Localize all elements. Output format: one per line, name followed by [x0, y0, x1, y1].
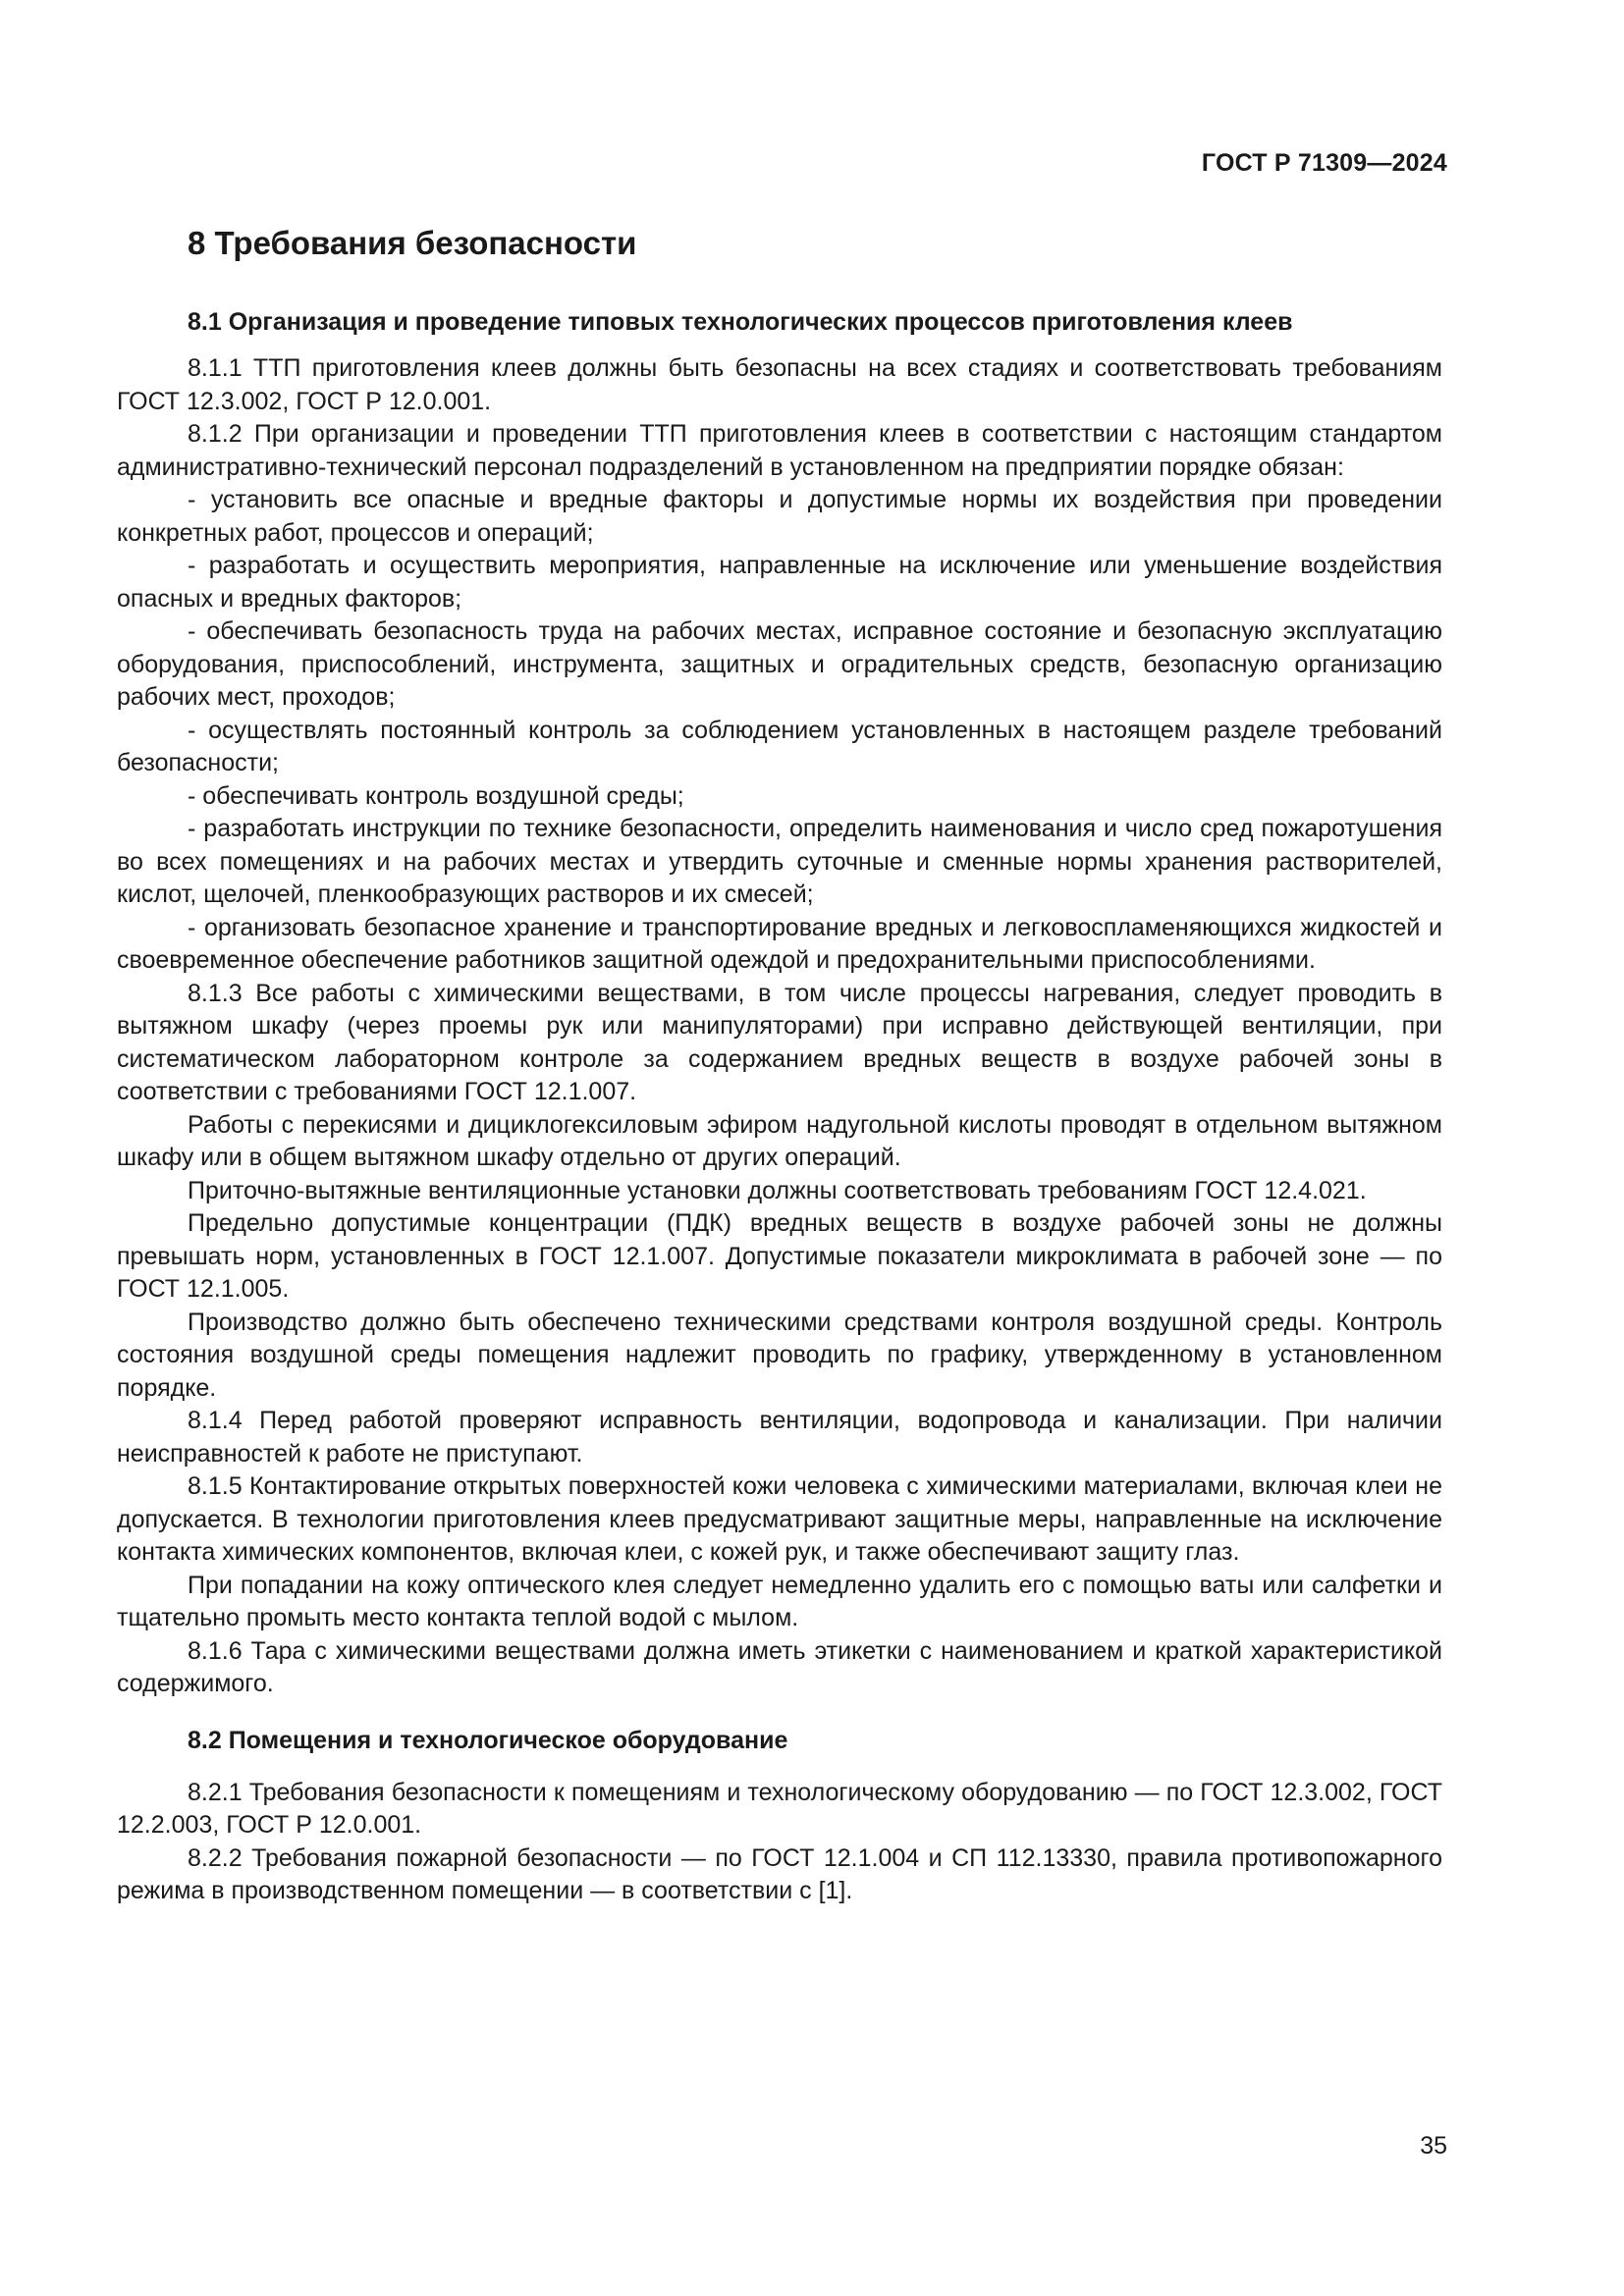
list-item: - обеспечивать безопасность труда на рабочих местах, исправное состояние и безопасную эксплуатацию оборудования, приспособлений, инструмента, защитных и оградительных средств, безопасную организацию рабочих мест, проходов;: [117, 617, 1442, 711]
paragraph-8-2-2: 8.2.2 Требования пожарной безопасности — по ГОСТ 12.1.004 и СП 112.13330, правила противопожарного режима в производственном помещении — в соответствии с [1].: [117, 1843, 1442, 1904]
page-content: [117, 224, 1442, 1908]
paragraph-8-1-1: 8.1.1 ТТП приготовления клеев должны быть безопасны на всех стадиях и соответствовать требованиям ГОСТ 12.3.002, ГОСТ Р 12.0.001.: [117, 354, 1442, 415]
paragraph-8-1-4: 8.1.4 Перед работой проверяют исправность вентиляции, водопровода и канализации. При наличии неисправностей к работе не приступают.: [117, 1407, 1442, 1468]
document-id-header: ГОСТ Р 71309—2024: [1201, 149, 1447, 177]
subsection-title-8-1: 8.1 Организация и проведение типовых технологических процессов приготовления клеев: [188, 308, 1293, 336]
paragraph: Предельно допустимые концентрации (ПДК) вредных веществ в воздухе рабочей зоны не должны превышать норм, установленных в ГОСТ 12.1.007. Допустимые показатели микроклимата в рабочей зоне — по ГОСТ 12.1.005.: [117, 1209, 1442, 1303]
paragraph-8-1-2: 8.1.2 При организации и проведении ТТП приготовления клеев в соответствии с настоящим стандартом административно-технический персонал подразделений в установленном на предприятии порядке обязан:: [117, 420, 1442, 481]
paragraph: Приточно-вытяжные вентиляционные установки должны соответствовать требованиям ГОСТ 12.4.021.: [188, 1176, 1367, 1204]
paragraph-8-2-1: 8.2.1 Требования безопасности к помещениям и технологическому оборудованию — по ГОСТ 12.3.002, ГОСТ 12.2.003, ГОСТ Р 12.0.001.: [117, 1778, 1442, 1839]
paragraph: Производство должно быть обеспечено техническими средствами контроля воздушной среды. Контроль состояния воздушной среды помещения надлежит проводить по графику, утвержденному в установленном порядке.: [117, 1308, 1442, 1402]
list-item: - обеспечивать контроль воздушной среды;: [188, 781, 684, 810]
section-title: 8 Требования безопасности: [188, 225, 637, 261]
paragraph: При попадании на кожу оптического клея следует немедленно удалить его с помощью ваты или салфетки и тщательно промыть место контакта теплой водой с мылом.: [117, 1571, 1442, 1631]
list-item: - установить все опасные и вредные факторы и допустимые нормы их воздействия при проведении конкретных работ, процессов и операций;: [117, 486, 1442, 547]
paragraph-8-1-3: 8.1.3 Все работы с химическими веществами, в том числе процессы нагревания, следует проводить в вытяжном шкафу (через проемы рук или манипуляторами) при исправно действующей вентиляции, при систематическом лабораторном контроле за содержанием вредных веществ в воздухе рабочей зоны в соответствии с требованиями ГОСТ 12.1.007.: [117, 979, 1442, 1105]
list-item: - осуществлять постоянный контроль за соблюдением установленных в настоящем разделе требований безопасности;: [117, 716, 1442, 776]
list-item: - организовать безопасное хранение и транспортирование вредных и легковоспламеняющихся жидкостей и своевременное обеспечение работников защитной одеждой и предохранительными приспособлениями.: [117, 913, 1442, 974]
list-item: - разработать инструкции по технике безопасности, определить наименования и число сред пожаротушения во всех помещениях и на рабочих местах и утвердить суточные и сменные нормы хранения растворителей, кислот, щелочей, пленкообразующих растворов и их смесей;: [117, 815, 1442, 908]
page-number: 35: [1420, 2132, 1447, 2160]
paragraph-8-1-6: 8.1.6 Тара с химическими веществами должна иметь этикетки с наименованием и краткой характеристикой содержимого.: [117, 1636, 1442, 1697]
paragraph: Работы с перекисями и дициклогексиловым эфиром надугольной кислоты проводят в отдельном вытяжном шкафу или в общем вытяжном шкафу отдельно от других операций.: [117, 1110, 1442, 1171]
paragraph-8-1-5: 8.1.5 Контактирование открытых поверхностей кожи человека с химическими материалами, включая клеи не допускается. В технологии приготовления клеев предусматривают защитные меры, направленные на исключение контакта химических компонентов, включая клеи, с кожей рук, и также обеспечивают защиту глаз.: [117, 1472, 1442, 1566]
subsection-title-8-2: 8.2 Помещения и технологическое оборудование: [188, 1726, 788, 1754]
list-item: - разработать и осуществить мероприятия, направленные на исключение или уменьшение воздействия опасных и вредных факторов;: [117, 552, 1442, 613]
